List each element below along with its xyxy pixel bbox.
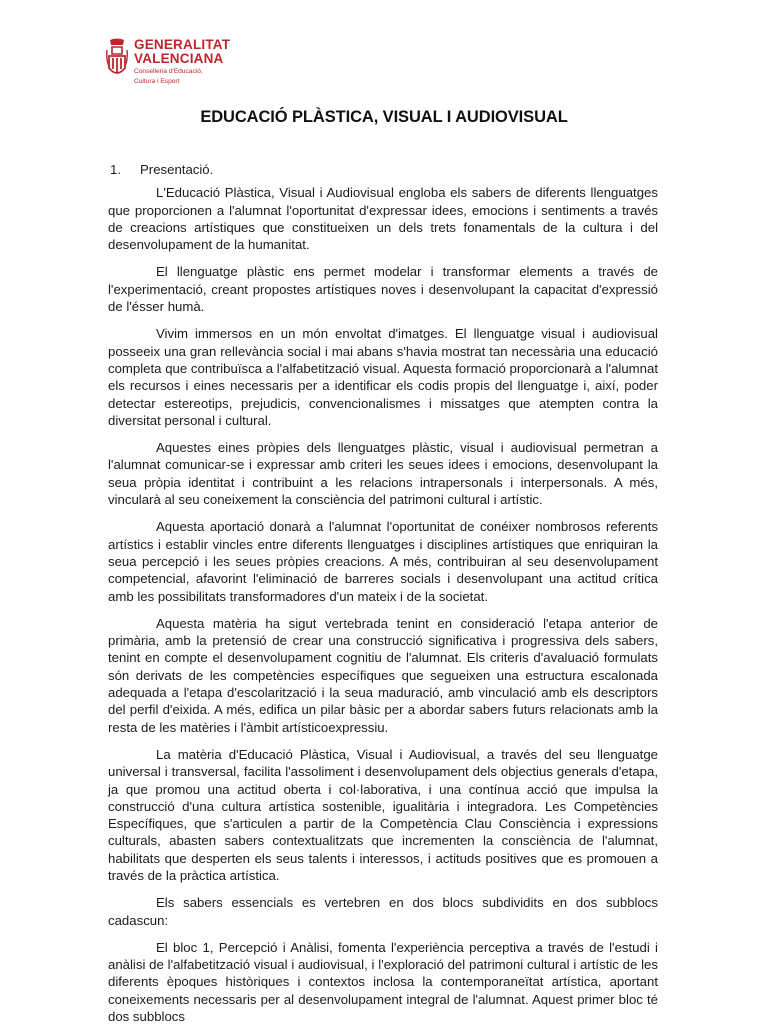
paragraph: Els sabers essencials es vertebren en dos blocs subdividits en dos subblocs cadascun: xyxy=(108,895,658,928)
org-name-line1: GENERALITAT xyxy=(134,37,231,52)
department-line1: Conselleria d'Educació, xyxy=(134,68,203,75)
paragraph: Vivim immersos en un món envoltat d'imatges. El llenguatge visual i audiovisual posseeix una gran rellevància social i mai abans s'havia mostrat tan necessària una educació completa que contribuïsca a l'alfabetització visual. Aquesta formació proporcionarà a l'alumnat els recursos i eines necessaris per a identificar els codis propis del llenguatge i, així, poder detectar estereotips, prejudicis, convencionalismes i missatges que atempten contra la diversitat personal i cultural. xyxy=(108,326,658,428)
generalitat-logo xyxy=(106,38,230,85)
paragraph: Aquesta aportació donarà a l'alumnat l'oportunitat de conéixer nombrosos referents artístics i establir vincles entre diferents llenguatges i disciplines artístiques que enriquiran la seua percepció i les seues pròpies creacions. A més, contribuiran al seu desenvolupament competencial, afavorint l'eliminació de barreres socials i desenvolupant una actitud crítica amb les possibilitats transformadores d'un mateix i de la societat. xyxy=(108,519,658,604)
coat-of-arms-icon xyxy=(106,38,128,82)
document-title: EDUCACIÓ PLÀSTICA, VISUAL I AUDIOVISUAL xyxy=(200,108,568,126)
paragraph: El llenguatge plàstic ens permet modelar i transformar elements a través de l'experimentació, creant propostes artístiques noves i desenvolupant la capacitat d'expressió de l'ésser humà. xyxy=(108,264,658,315)
section-title: Presentació. xyxy=(140,162,214,177)
paragraph: El bloc 1, Percepció i Anàlisi, fomenta l'experiència perceptiva a través de l'estudi i anàlisi de l'alfabetització visual i audiovisual, i l'exploració del patrimoni cultural i artístic de les diferents èpoques històriques i contextos inclosa la contemporaneïtat artística, aportant coneixements necessaris per al desenvolupament integral de l'alumnat. Aquest primer bloc té dos subblocs xyxy=(108,939,658,1025)
org-name-line2: VALENCIANA xyxy=(134,51,224,66)
paragraph: La matèria d'Educació Plàstica, Visual i Audiovisual, a través del seu llenguatge universal i transversal, facilita l'assoliment i desenvolupament dels objectius generals d'etapa, ja que promou una actitud oberta i col·laborativa, i una contínua acció que impulsa la construcció d'una cultura artística sostenible, igualitària i integradora. Les Competències Específiques, que s'articulen a partir de la Competència Clau Consciència i expressions culturals, abasten sabers contextualitzats que incrementen la consciència de l'alumnat, habilitats que desperten els seus talents i interessos, i actituds positives que es promouen a través de la pràctica artística. xyxy=(108,746,658,883)
logo-text xyxy=(134,38,230,85)
section-heading xyxy=(110,161,658,178)
department-line2: Cultura i Esport xyxy=(134,77,180,85)
section-number: 1. xyxy=(110,162,121,177)
document-body xyxy=(108,161,658,1035)
paragraph: Aquestes eines pròpies dels llenguatges plàstic, visual i audiovisual permetran a l'alumnat comunicar-se i expressar amb criteri les seues idees i emocions, desenvolupant la seua pròpia identitat i contribuint a les relacions intrapersonals i interpersonals. A més, vincularà al seu coneixement la consciència del patrimoni cultural i artístic. xyxy=(108,440,658,508)
paragraph: Aquesta matèria ha sigut vertebrada tenint en consideració l'etapa anterior de primària, amb la pretensió de crear una construcció significativa i progressiva dels sabers, tenint en compte el desenvolupament cognitiu de l'alumnat. Els criteris d'avaluació formulats són derivats de les competències específiques que segueixen una estructura escalonada adequada a l'etapa d'escolarització i la seua maduració, amb vinculació amb els descriptors del perfil d'eixida. A més, edifica un pilar bàsic per a abordar sabers futurs relacionats amb la resta de les matèries i l'àmbit artísticoexpressiu. xyxy=(108,615,658,735)
paragraph: L'Educació Plàstica, Visual i Audiovisual engloba els sabers de diferents llenguatges que proporcionen a l'alumnat l'oportunitat d'expressar idees, emocions i sentiments a través de creacions artístiques que constitueixen un dels trets fonamentals de la cultura i del desenvolupament de la humanitat. xyxy=(108,185,658,253)
